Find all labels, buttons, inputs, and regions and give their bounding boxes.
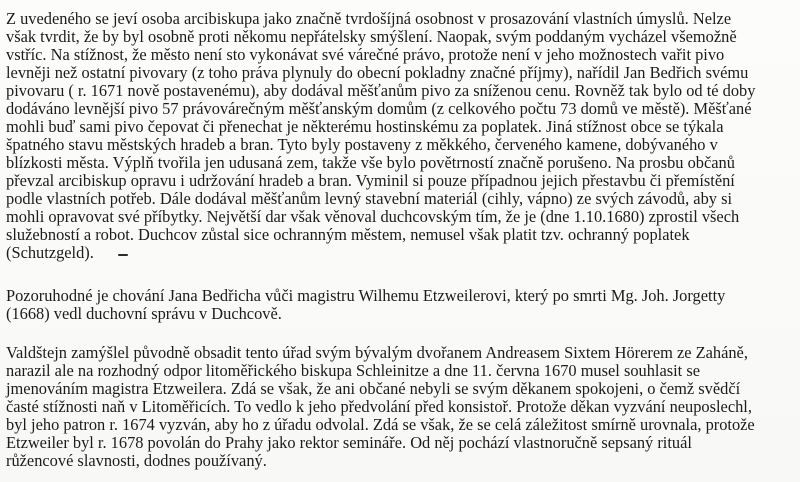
text-line: blízkosti města. Výplň tvořila jen udusaná zem, takže vše bylo povětrností značně porušeno. Na prosbu občanů	[6, 153, 735, 172]
text-line: růžencové slavnosti, dodnes používaný.	[6, 451, 267, 470]
text-line: levněji než ostatní pivovary (z toho práva plynuly do obecní pokladny značné příjmy), nařídil Jan Bedřich svému	[6, 63, 749, 82]
text-line: časté stížnosti naň v Litoměřicích. To vedlo k jeho předvolání před konsistoř. Protože děkan vyzvání neuposlechl,	[6, 397, 752, 416]
text-line: převzal arcibiskup opravu i udržování hradeb a bran. Vyminil si pouze případnou jejich přestavbu či přemístění	[6, 171, 735, 190]
text-line: Valdštejn zamýšlel původně obsadit tento úřad svým bývalým dvořanem Andreasem Sixtem Hörerem ze Zaháně,	[6, 343, 748, 362]
text-line: Etzweiler byl r. 1678 povolán do Prahy jako rektor semináře. Od něj pochází vlastnoručně sepsaný rituál	[6, 433, 692, 452]
scan-artifact	[118, 254, 128, 256]
text-line: pivovaru ( r. 1671 nově postavenému), aby dodával měšťanům pivo za sníženou cenu. Rovněž tak bylo od té doby	[6, 81, 756, 100]
text-line: byl jeho patron r. 1674 vyzván, aby ho z úřadu odvolal. Zdá se však, že se celá záležitost smírně urovnala, protože	[6, 415, 755, 434]
text-line: mohli buď sami pivo čepovat či přenechat je některému hostinskému za poplatek. Jiná stížnost obce se týkala	[6, 117, 724, 136]
text-line: podle vlastních potřeb. Dále dodával měšťanům levný stavební materiál (cihly, vápno) ze svých závodů, aby si	[6, 189, 732, 208]
text-line: jmenováním magistra Etzweilera. Zdá se však, že ani občané nebyli se svým děkanem spokojeni, o čemž svědčí	[6, 379, 741, 398]
text-line: narazil ale na rozhodný odpor litoměřického biskupa Schleinitze a dne 11. června 1670 musel souhlasit se	[6, 361, 700, 380]
text-line: (1668) vedl duchovní správu v Duchcově.	[6, 304, 282, 323]
text-line: dodáváno levnější pivo 57 právovárečným měšťanským domům (z celkového počtu 73 domů ve městě). Měšťané	[6, 99, 752, 118]
text-line: služebností a robot. Duchcov zůstal sice ochranným městem, nemusel však platit tzv. ochranný poplatek	[6, 225, 690, 244]
text-line: špatného stavu městských hradeb a bran. Tyto byly postaveny z měkkého, červeného kamene, dobývaného v	[6, 135, 718, 154]
text-line: však tvrdit, že by byl osobně proti někomu nepřátelsky smýšlení. Naopak, svým poddaným vycházel všemožně	[6, 27, 737, 46]
text-line: vstříc. Na stížnost, že město není sto vykonávat své várečné právo, protože není v jeho možnostech vařit pivo	[6, 45, 725, 64]
text-line: (Schutzgeld).	[6, 243, 94, 262]
text-line: Z uvedeného se jeví osoba arcibiskupa jako značně tvrdošíjná osobnost v prosazování vlastních úmyslů. Nelze	[6, 9, 732, 28]
text-line: Pozoruhodné je chování Jana Bedřicha vůči magistru Wilhemu Etzweilerovi, který po smrti Mg. Joh. Jorgetty	[6, 286, 726, 305]
text-line: mohli opravovat své příbytky. Největší dar však věnoval duchcovským tím, že je (dne 1.10.1680) zprostil všech	[6, 207, 740, 226]
